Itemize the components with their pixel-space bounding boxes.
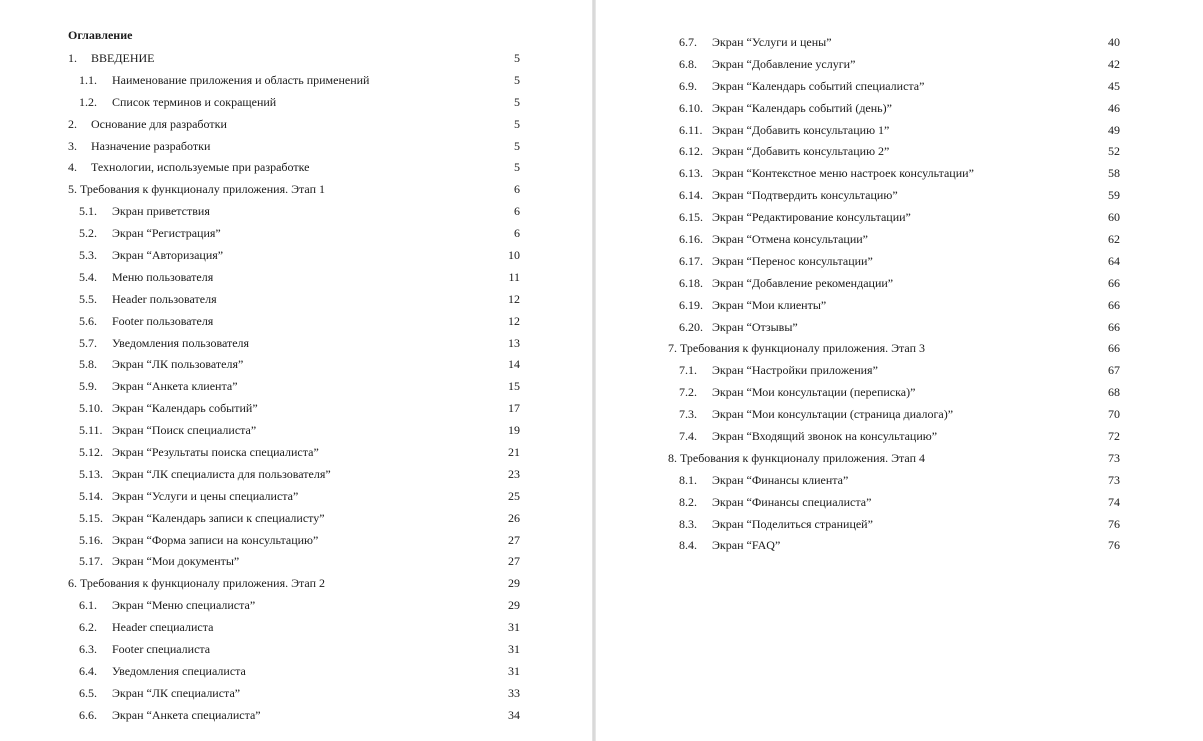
toc-entry-label: Footer пользователя <box>112 313 214 328</box>
toc-entry[interactable] <box>68 224 520 246</box>
toc-entry[interactable] <box>668 230 1120 252</box>
toc-entry-number: 5.12. <box>79 445 103 460</box>
toc-entry-label: Экран “FAQ” <box>712 538 781 553</box>
toc-entry-number: 1.2. <box>79 94 97 109</box>
toc-entry-page-number: 70 <box>1108 407 1120 422</box>
toc-entry-label: Экран “Добавление рекомендации” <box>712 275 894 290</box>
toc-entry-number: 6.18. <box>679 275 703 290</box>
toc-entry-number: 5.7. <box>79 335 97 350</box>
toc-entry-number: 5.17. <box>79 554 103 569</box>
toc-entry-label: Основание для разработки <box>91 116 227 131</box>
toc-entry-label: Экран “Календарь записи к специалисту” <box>112 510 325 525</box>
toc-entry-number: 7.1. <box>679 363 697 378</box>
toc-entry[interactable] <box>668 252 1120 274</box>
toc-entry[interactable] <box>68 684 520 706</box>
toc-entry[interactable] <box>68 334 520 356</box>
toc-entry-number: 8.3. <box>679 516 697 531</box>
toc-entry-page-number: 14 <box>508 357 520 372</box>
toc-entry[interactable] <box>68 574 520 596</box>
toc-entry-label: Экран “Мои документы” <box>112 554 240 569</box>
toc-entry-page-number: 40 <box>1108 35 1120 49</box>
toc-entry-label: Назначение разработки <box>91 138 211 153</box>
toc-entry[interactable] <box>68 377 520 399</box>
toc-entry[interactable] <box>68 93 520 115</box>
toc-entry-number: 5.10. <box>79 401 103 416</box>
toc-entry[interactable] <box>668 77 1120 99</box>
toc-entry-number: 2. <box>68 116 77 131</box>
toc-entry-label: Экран “Меню специалиста” <box>112 598 256 613</box>
toc-entry[interactable] <box>68 202 520 224</box>
toc-entry-page-number: 13 <box>508 335 520 350</box>
toc-entry-label: Экран “ЛК пользователя” <box>112 357 244 372</box>
toc-title: Оглавление <box>68 28 133 42</box>
toc-entry[interactable] <box>668 99 1120 121</box>
toc-entry-number: 5.3. <box>79 248 97 263</box>
toc-entry-page-number: 49 <box>1108 122 1120 137</box>
toc-entry[interactable] <box>68 552 520 574</box>
toc-entry-page-number: 26 <box>508 510 520 525</box>
toc-entry-page-number: 11 <box>508 269 520 284</box>
toc-entry-page-number: 59 <box>1108 188 1120 203</box>
toc-entry-label: Экран “Добавить консультацию 1” <box>712 122 890 137</box>
toc-entry-label: Экран “Редактирование консультации” <box>712 210 911 225</box>
toc-entry-page-number: 12 <box>508 291 520 306</box>
toc-entry-label: Технологии, используемые при разработке <box>91 160 310 175</box>
toc-list-right <box>668 33 1120 558</box>
toc-entry[interactable] <box>68 268 520 290</box>
document-page-right <box>596 0 1203 741</box>
toc-entry-page-number: 12 <box>508 313 520 328</box>
toc-entry-page-number: 5 <box>514 51 520 65</box>
toc-entry[interactable] <box>68 355 520 377</box>
toc-entry[interactable] <box>68 618 520 640</box>
toc-entry-number: 6.20. <box>679 319 703 334</box>
toc-entry-label: Список терминов и сокращений <box>112 94 277 109</box>
toc-entry[interactable] <box>68 158 520 180</box>
toc-entry-page-number: 72 <box>1108 429 1120 444</box>
toc-entry[interactable] <box>668 493 1120 515</box>
toc-entry-page-number: 68 <box>1108 385 1120 400</box>
toc-entry-number: 1.1. <box>79 72 97 87</box>
toc-entry-label: Экран “Анкета клиента” <box>112 379 238 394</box>
toc-entry-number: 8.2. <box>679 494 697 509</box>
toc-entry-number: 6.14. <box>679 188 703 203</box>
toc-entry[interactable] <box>68 115 520 137</box>
toc-entry[interactable] <box>668 296 1120 318</box>
toc-entry-number: 7.2. <box>679 385 697 400</box>
toc-entry-label: Экран “Регистрация” <box>112 226 221 241</box>
toc-entry-number: 5.13. <box>79 466 103 481</box>
toc-entry-page-number: 29 <box>508 598 520 613</box>
toc-entry-page-number: 66 <box>1108 297 1120 312</box>
toc-entry[interactable] <box>68 443 520 465</box>
toc-entry-label: ВВЕДЕНИЕ <box>91 51 155 65</box>
toc-entry-page-number: 21 <box>508 445 520 460</box>
toc-entry-page-number: 76 <box>1108 538 1120 553</box>
toc-entry[interactable] <box>68 312 520 334</box>
toc-entry-page-number: 31 <box>508 620 520 635</box>
toc-entry-page-number: 17 <box>508 401 520 416</box>
toc-entry-number: 6.19. <box>679 297 703 312</box>
toc-entry-number: 6.9. <box>679 78 697 93</box>
toc-entry[interactable] <box>668 142 1120 164</box>
toc-entry-page-number: 5 <box>514 160 520 175</box>
toc-entry-label: 5. Требования к функционалу приложения. Этап 1 <box>68 182 326 197</box>
toc-entry-label: Экран “Анкета специалиста” <box>112 707 261 722</box>
toc-entry-number: 6.11. <box>679 122 703 137</box>
toc-entry[interactable] <box>68 465 520 487</box>
toc-entry-label: 8. Требования к функционалу приложения. Этап 4 <box>668 450 926 465</box>
toc-entry-page-number: 64 <box>1108 253 1120 268</box>
toc-entry-number: 6.3. <box>79 642 97 657</box>
toc-entry-label: Экран приветствия <box>112 204 210 219</box>
toc-entry-label: Экран “Календарь событий специалиста” <box>712 78 925 93</box>
toc-entry[interactable] <box>668 449 1120 471</box>
toc-entry-label: Экран “ЛК специалиста” <box>112 685 241 700</box>
toc-entry[interactable] <box>68 49 520 71</box>
toc-entry-label: Экран “Поиск специалиста” <box>112 423 257 438</box>
toc-entry[interactable] <box>668 339 1120 361</box>
toc-entry-page-number: 27 <box>508 532 520 547</box>
toc-entry-label: Header пользователя <box>112 291 217 306</box>
toc-entry[interactable] <box>68 706 520 728</box>
toc-entry-number: 6.10. <box>679 100 703 115</box>
toc-entry-label: 6. Требования к функционалу приложения. Этап 2 <box>68 576 326 591</box>
toc-entry[interactable] <box>68 487 520 509</box>
toc-entry-label: Экран “ЛК специалиста для пользователя” <box>112 466 331 481</box>
toc-entry-label: Экран “Контекстное меню настроек консультации” <box>712 166 974 181</box>
toc-entry-label: Экран “Перенос консультации” <box>712 253 873 268</box>
toc-entry-page-number: 45 <box>1108 78 1120 93</box>
toc-entry-number: 8.4. <box>679 538 697 553</box>
toc-entry-page-number: 5 <box>514 72 520 87</box>
toc-entry[interactable] <box>68 246 520 268</box>
toc-entry-page-number: 74 <box>1108 494 1120 509</box>
toc-entry-number: 6.1. <box>79 598 97 613</box>
toc-entry-number: 5.4. <box>79 269 97 284</box>
toc-entry-page-number: 58 <box>1108 166 1120 181</box>
toc-entry[interactable] <box>668 55 1120 77</box>
toc-entry[interactable] <box>68 596 520 618</box>
toc-entry[interactable] <box>668 536 1120 558</box>
toc-entry-label: Экран “Календарь событий (день)” <box>712 100 892 115</box>
toc-entry-page-number: 10 <box>508 248 520 263</box>
toc-entry-label: Экран “Добавление услуги” <box>712 56 856 71</box>
toc-entry[interactable] <box>68 180 520 202</box>
toc-entry-number: 5.15. <box>79 510 103 525</box>
toc-entry-label: Экран “Отзывы” <box>712 319 798 334</box>
toc-entry-label: Экран “Форма записи на консультацию” <box>112 532 319 547</box>
toc-entry-page-number: 73 <box>1108 450 1120 465</box>
toc-entry-label: Экран “Мои консультации (страница диалога)” <box>712 407 954 422</box>
toc-entry-page-number: 33 <box>508 685 520 700</box>
toc-entry-number: 6.16. <box>679 232 703 247</box>
toc-entry-label: Header специалиста <box>112 620 214 635</box>
toc-entry-number: 5.8. <box>79 357 97 372</box>
toc-entry-page-number: 66 <box>1108 319 1120 334</box>
toc-entry-number: 6.13. <box>679 166 703 181</box>
toc-entry-number: 5.1. <box>79 204 97 219</box>
toc-entry-number: 6.7. <box>679 35 697 49</box>
toc-entry-page-number: 76 <box>1108 516 1120 531</box>
toc-entry-label: Экран “Добавить консультацию 2” <box>712 144 890 159</box>
toc-entry-label: Экран “Входящий звонок на консультацию” <box>712 429 938 444</box>
toc-entry-number: 6.8. <box>679 56 697 71</box>
toc-entry-label: Экран “Мои консультации (переписка)” <box>712 385 916 400</box>
toc-entry-page-number: 73 <box>1108 472 1120 487</box>
toc-entry[interactable] <box>668 471 1120 493</box>
toc-list-left <box>68 49 520 728</box>
toc-entry-label: Экран “Подтвердить консультацию” <box>712 188 898 203</box>
toc-entry-page-number: 66 <box>1108 275 1120 290</box>
toc-entry-number: 3. <box>68 138 77 153</box>
toc-entry-page-number: 52 <box>1108 144 1120 159</box>
toc-entry-number: 4. <box>68 160 77 175</box>
toc-entry-number: 5.9. <box>79 379 97 394</box>
toc-entry-label: Наименование приложения и область применений <box>112 72 370 87</box>
toc-entry-page-number: 6 <box>514 182 520 197</box>
toc-entry[interactable] <box>68 421 520 443</box>
toc-entry[interactable] <box>68 399 520 421</box>
toc-entry-label: Экран “Финансы клиента” <box>712 472 849 487</box>
toc-entry-number: 5.2. <box>79 226 97 241</box>
toc-entry-label: Экран “Услуги и цены специалиста” <box>112 488 299 503</box>
toc-entry-page-number: 67 <box>1108 363 1120 378</box>
toc-entry-label: Экран “Настройки приложения” <box>712 363 878 378</box>
toc-entry-page-number: 60 <box>1108 210 1120 225</box>
toc-entry-page-number: 31 <box>508 642 520 657</box>
toc-entry[interactable] <box>668 33 1120 55</box>
toc-entry-page-number: 25 <box>508 488 520 503</box>
toc-entry-label: Уведомления пользователя <box>112 335 250 350</box>
toc-entry[interactable] <box>668 164 1120 186</box>
toc-entry-label: Экран “Отмена консультации” <box>712 232 868 247</box>
toc-entry-page-number: 66 <box>1108 341 1120 356</box>
toc-entry[interactable] <box>668 186 1120 208</box>
toc-entry-number: 1. <box>68 51 77 65</box>
toc-entry-page-number: 5 <box>514 138 520 153</box>
toc-entry[interactable] <box>68 662 520 684</box>
toc-entry-page-number: 29 <box>508 576 520 591</box>
toc-entry-number: 5.5. <box>79 291 97 306</box>
toc-entry[interactable] <box>668 208 1120 230</box>
toc-entry-number: 5.6. <box>79 313 97 328</box>
toc-entry-number: 6.5. <box>79 685 97 700</box>
toc-entry-page-number: 34 <box>508 707 520 722</box>
toc-entry-number: 6.15. <box>679 210 703 225</box>
toc-entry-page-number: 42 <box>1108 56 1120 71</box>
toc-entry-label: 7. Требования к функционалу приложения. Этап 3 <box>668 341 926 356</box>
toc-entry-label: Экран “Поделиться страницей” <box>712 516 873 531</box>
toc-entry-page-number: 5 <box>514 116 520 131</box>
toc-entry[interactable] <box>68 137 520 159</box>
toc-entry-page-number: 23 <box>508 466 520 481</box>
toc-entry-label: Footer специалиста <box>112 642 211 657</box>
toc-entry-label: Уведомления специалиста <box>112 663 246 678</box>
toc-entry-page-number: 6 <box>514 204 520 219</box>
toc-entry-number: 7.3. <box>679 407 697 422</box>
toc-entry-number: 7.4. <box>679 429 697 444</box>
toc-entry[interactable] <box>668 274 1120 296</box>
toc-entry[interactable] <box>668 427 1120 449</box>
toc-entry[interactable] <box>668 318 1120 340</box>
toc-entry-label: Меню пользователя <box>112 269 214 284</box>
toc-entry-page-number: 5 <box>514 94 520 109</box>
toc-entry-label: Экран “Финансы специалиста” <box>712 494 872 509</box>
toc-entry-label: Экран “Календарь событий” <box>112 401 258 416</box>
toc-entry-number: 5.16. <box>79 532 103 547</box>
toc-entry[interactable] <box>668 361 1120 383</box>
toc-entry-number: 6.12. <box>679 144 703 159</box>
toc-entry-label: Экран “Авторизация” <box>112 248 224 263</box>
toc-entry-page-number: 19 <box>508 423 520 438</box>
toc-entry-number: 5.11. <box>79 423 103 438</box>
toc-entry-number: 6.4. <box>79 663 97 678</box>
toc-entry-number: 8.1. <box>679 472 697 487</box>
toc-entry-page-number: 62 <box>1108 232 1120 247</box>
toc-entry[interactable] <box>668 515 1120 537</box>
toc-entry-number: 6.6. <box>79 707 97 722</box>
toc-entry-page-number: 6 <box>514 226 520 241</box>
toc-entry-label: Экран “Услуги и цены” <box>712 35 832 49</box>
toc-entry[interactable] <box>68 509 520 531</box>
toc-entry-label: Экран “Результаты поиска специалиста” <box>112 445 319 460</box>
toc-entry-page-number: 27 <box>508 554 520 569</box>
toc-entry[interactable] <box>668 121 1120 143</box>
toc-entry[interactable] <box>68 640 520 662</box>
toc-entry[interactable] <box>68 531 520 553</box>
toc-entry-number: 5.14. <box>79 488 103 503</box>
toc-entry-label: Экран “Мои клиенты” <box>712 297 827 312</box>
toc-entry[interactable] <box>68 290 520 312</box>
document-page-left <box>0 0 592 741</box>
toc-entry-page-number: 31 <box>508 663 520 678</box>
toc-entry-page-number: 46 <box>1108 100 1120 115</box>
toc-entry[interactable] <box>68 71 520 93</box>
toc-entry[interactable] <box>668 405 1120 427</box>
toc-entry-page-number: 15 <box>508 379 520 394</box>
toc-entry-number: 6.2. <box>79 620 97 635</box>
toc-entry-number: 6.17. <box>679 253 703 268</box>
toc-entry[interactable] <box>668 383 1120 405</box>
